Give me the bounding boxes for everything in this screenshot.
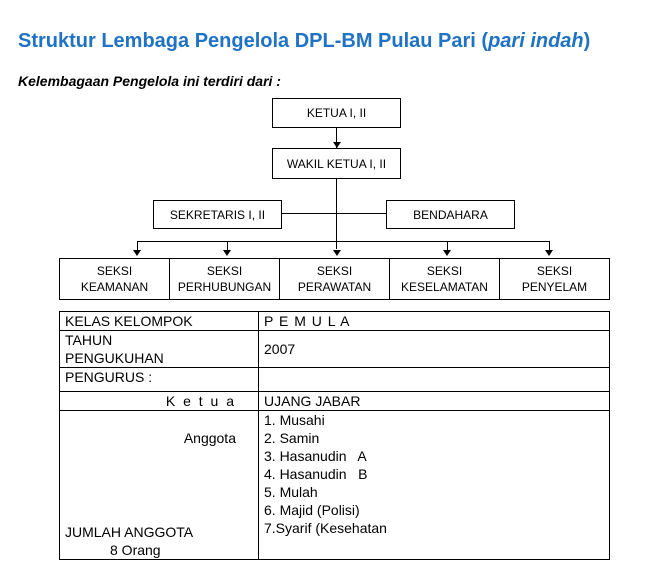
jumlah-label: JUMLAH ANGGOTA [65, 524, 194, 540]
connector-seksi-bar [137, 241, 549, 242]
arrow-down-icon [333, 250, 341, 256]
member-item: 1. Musahi [264, 412, 325, 428]
org-box-seksi-perhubungan [169, 258, 280, 300]
subtitle: Kelembagaan Pengelola ini terdiri dari : [18, 73, 281, 89]
tahun-value: 2007 [259, 331, 610, 368]
title-italic: pari indah [488, 30, 584, 52]
seksi-line1: SEKSI [316, 264, 353, 278]
arrow-down-icon [133, 250, 141, 256]
seksi-line2: PERAWATAN [297, 280, 372, 294]
arrow-down-icon [223, 250, 231, 256]
org-box-seksi-penyelam [499, 258, 610, 300]
arrow-down-icon [443, 250, 451, 256]
kelas-label: KELAS KELOMPOK [60, 312, 259, 331]
seksi-line2: KESELAMATAN [401, 280, 488, 294]
title-main: Struktur Lembaga Pengelola DPL-BM Pulau Pari ( [18, 30, 489, 52]
table-row [60, 392, 610, 411]
page-title [18, 30, 590, 53]
org-box-seksi-keamanan [59, 258, 170, 300]
table-row [60, 312, 610, 331]
org-box-bendahara: BENDAHARA [386, 200, 515, 229]
pengurus-value [259, 368, 610, 392]
jumlah-value: 8 Orang [110, 542, 161, 558]
member-item: 5. Mulah [264, 484, 318, 500]
pengurus-label: PENGURUS : [60, 368, 259, 392]
connector-bendahara [336, 213, 386, 214]
org-box-sekretaris: SEKRETARIS I, II [153, 200, 282, 229]
info-table [59, 311, 610, 560]
org-box-ketua: KETUA I, II [272, 98, 401, 128]
org-box-seksi-perawatan [279, 258, 390, 300]
anggota-cell [60, 411, 259, 560]
kelas-value: P E M U L A [259, 312, 610, 331]
members-cell [259, 411, 610, 560]
ketua-value: UJANG JABAR [259, 392, 610, 411]
org-box-seksi-keselamatan [389, 258, 500, 300]
table-row [60, 368, 610, 392]
seksi-line2: PENYELAM [521, 280, 588, 294]
seksi-line1: SEKSI [96, 264, 133, 278]
member-item: 2. Samin [264, 430, 320, 446]
seksi-line2: KEAMANAN [80, 280, 149, 294]
table-row [60, 331, 610, 368]
member-item: 7.Syarif (Kesehatan [264, 520, 387, 536]
org-box-wakil-ketua: WAKIL KETUA I, II [272, 148, 401, 179]
tahun-label-line2: PENGUKUHAN [65, 350, 164, 366]
connector-sekretaris [281, 213, 336, 214]
tahun-label-line1: TAHUN [65, 332, 113, 348]
tahun-label [60, 331, 259, 368]
seksi-line2: PERHUBUNGAN [177, 280, 272, 294]
member-item: 4. Hasanudin B [264, 466, 368, 482]
title-close: ) [583, 30, 591, 52]
arrow-down-icon [545, 250, 553, 256]
jumlah-block [65, 523, 193, 559]
seksi-line1: SEKSI [426, 264, 463, 278]
member-item: 3. Hasanudin A [264, 448, 367, 464]
member-item: 6. Majid (Polisi) [264, 502, 360, 518]
table-row [60, 411, 610, 560]
seksi-line1: SEKSI [536, 264, 573, 278]
anggota-label: Anggota [183, 430, 236, 446]
seksi-line1: SEKSI [206, 264, 243, 278]
ketua-label: K e t u a [60, 392, 259, 411]
